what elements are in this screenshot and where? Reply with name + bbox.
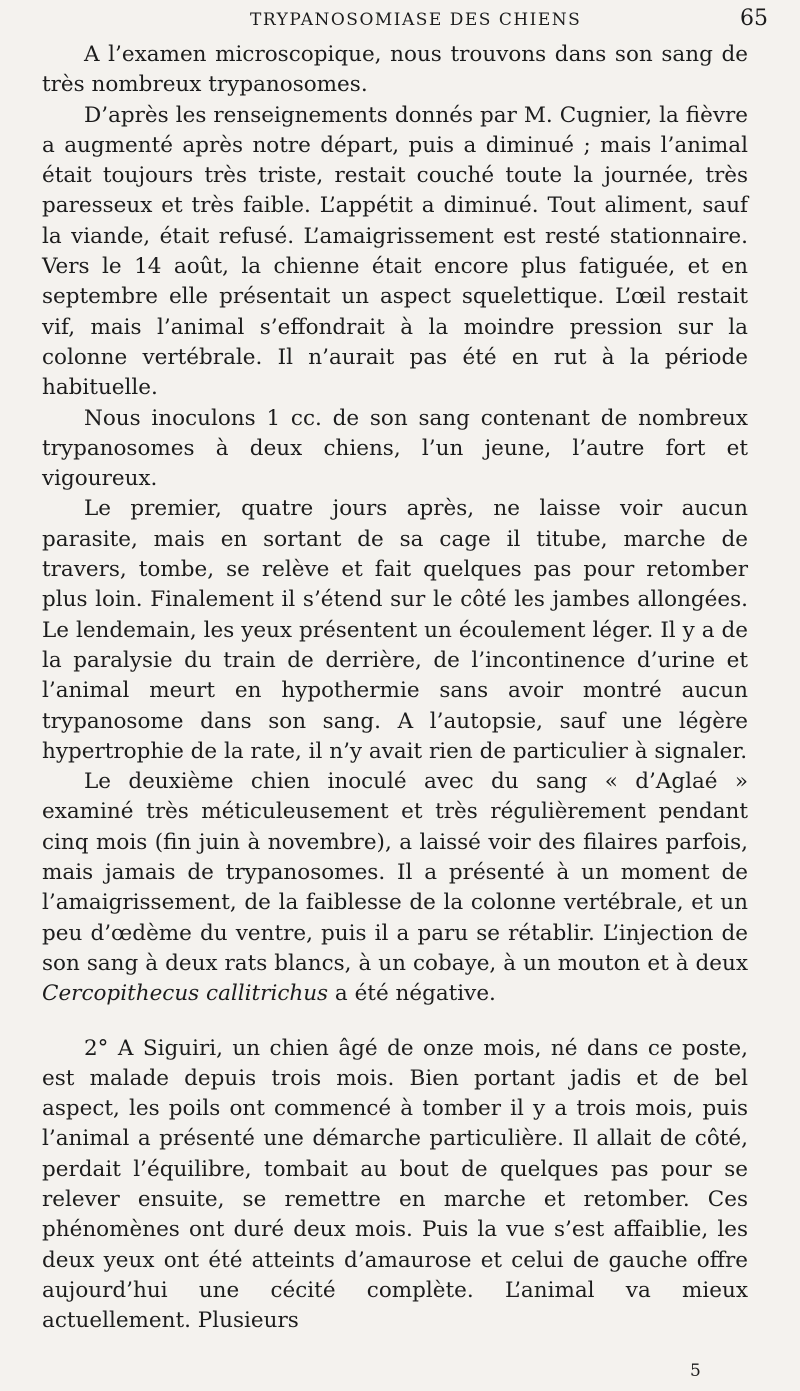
paragraph-aglae [42, 767, 748, 1009]
species-name: Cercopithecus callitrichus [42, 981, 329, 1007]
paragraph: Nous inoculons 1 cc. de son sang contenant de nombreux trypanosomes à deux chiens, l’un jeune, l’autre fort et vigoureux. [42, 405, 748, 492]
paragraph: D’après les renseignements donnés par M. Cugnier, la fièvre a augmenté après notre départ, puis a diminué ; mais l’animal était toujours très triste, restait couché toute la journée, très paresseux et très faible. L’appétit a diminué. Tout aliment, sauf la viande, était refusé. L’amaigrissement est resté stationnaire. Vers le 14 août, la chienne était encore plus fatiguée, et en septembre elle présentait un aspect squelettique. L’œil restait vif, mais l’animal s’effondrait à la moindre pression sur la colonne vertébrale. Il n’aurait pas été en rut à la période habituelle. [42, 102, 748, 401]
paragraph-siguiri: 2° A Siguiri, un chien âgé de onze mois, né dans ce poste, est malade depuis trois mois. Bien portant jadis et de bel aspect, les poils ont commencé à tomber il y a trois mois, puis l’animal a présenté une démarche particulière. Il allait de côté, perdait l’équilibre, tombait au bout de quelques pas pour se relever ensuite, se remettre en marche et retomber. Ces phénomènes ont duré deux mois. Puis la vue s’est affaiblie, les deux yeux ont été atteints d’amaurose et celui de gauche offre aujourd’hui une cécité complète. L’animal va mieux actuellement. Plusieurs [42, 1035, 748, 1334]
paragraph: A l’examen microscopique, nous trouvons dans son sang de très nombreux trypanosomes. [42, 42, 748, 98]
running-head: TRYPANOSOMIASE DES CHIENS [250, 10, 582, 30]
body-text [42, 40, 748, 1336]
page-number: 65 [740, 6, 768, 31]
signature-mark: 5 [690, 1361, 701, 1381]
paragraph: Le premier, quatre jours après, ne laisse voir aucun parasite, mais en sortant de sa cage il titube, marche de travers, tombe, se relève et fait quelques pas pour retomber plus loin. Finalement il s’étend sur le côté les jambes allongées. Le lendemain, les yeux présentent un écoulement léger. Il y a de la paralysie du train de derrière, de l’incontinence d’urine et l’animal meurt en hypothermie sans avoir montré aucun trypanosome dans son sang. A l’autopsie, sauf une légère hypertrophie de la rate, il n’y avait rien de particulier à signaler. [42, 496, 748, 764]
page-header [0, 6, 800, 36]
paragraph-text-end: a été négative. [328, 981, 496, 1007]
paragraph-text: Le deuxième chien inoculé avec du sang « d’Aglaé » examiné très méticuleusement et très régulièrement pendant cinq mois (fin juin à novembre), a laissé voir des filaires parfois, mais jamais de trypanosomes. Il a présenté à un moment de l’amaigrissement, de la faiblesse de la colonne vertébrale, et un peu d’œdème du ventre, puis il a paru se rétablir. L’injection de son sang à deux rats blancs, à un cobaye, à un mouton et à deux [42, 769, 748, 976]
